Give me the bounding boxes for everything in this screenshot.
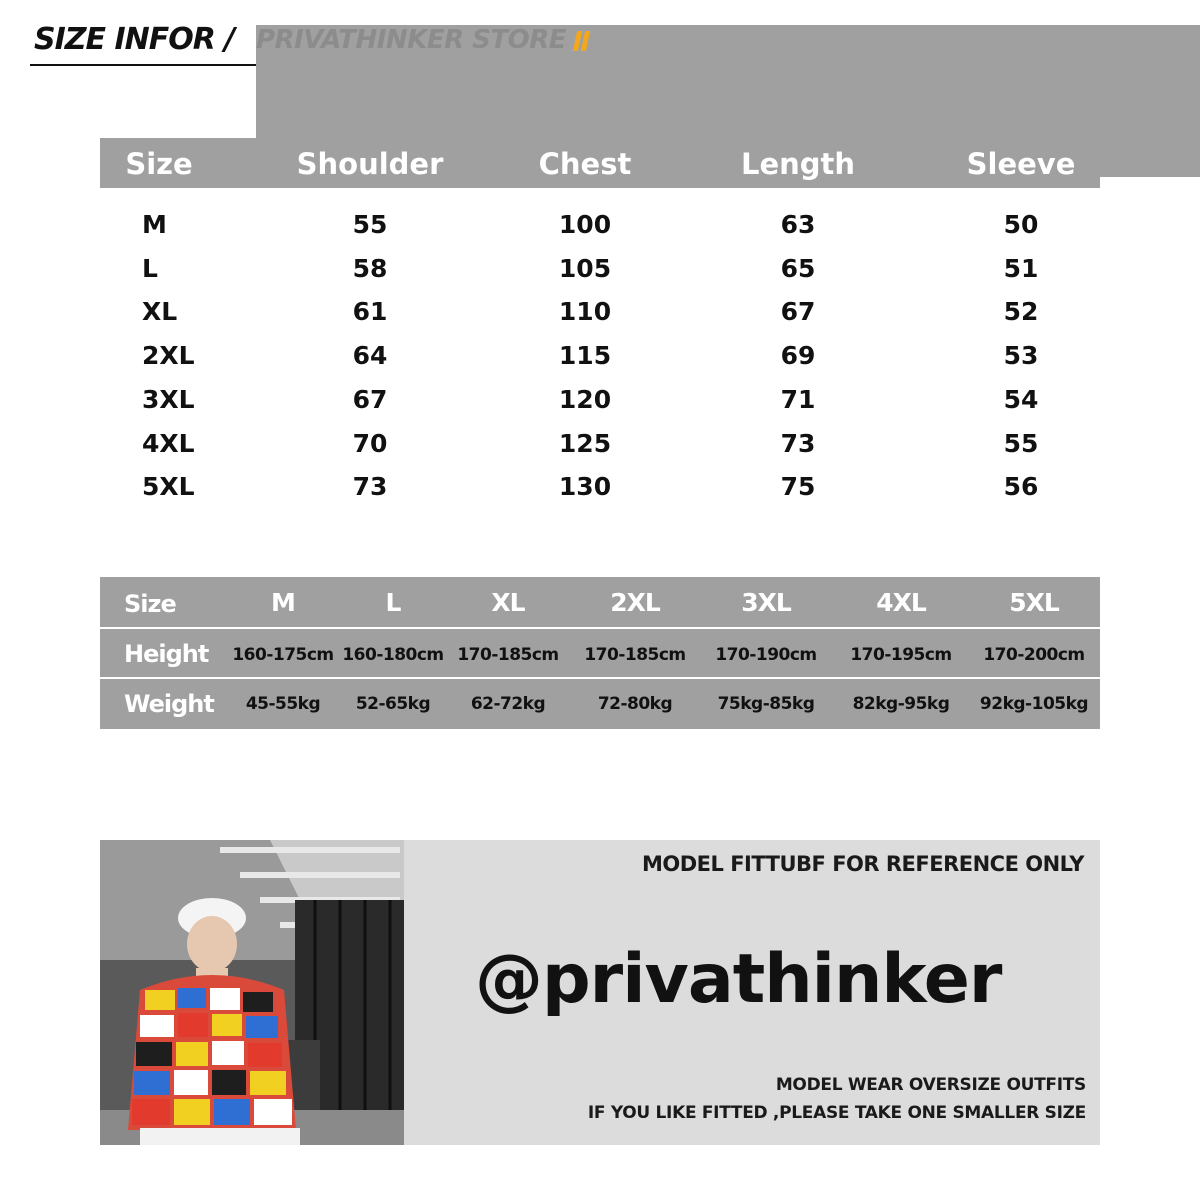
cell-sleeve: 53 — [1003, 341, 1039, 371]
header-store-name: PRIVATHINKER STORE — [256, 25, 1200, 177]
fit-weight-cell: 82kg-95kg — [852, 694, 950, 714]
fit-size-header: 3XL — [741, 588, 791, 617]
cell-chest: 125 — [558, 428, 612, 458]
fit-size-header: L — [385, 588, 401, 617]
cell-sleeve: 51 — [1003, 253, 1039, 283]
measurement-table-header — [100, 138, 1100, 188]
fit-height-cell: 170-190cm — [715, 645, 817, 665]
cell-length: 63 — [780, 210, 816, 239]
fit-size-header: 4XL — [876, 588, 926, 617]
table-row — [100, 380, 1100, 420]
col-header-length: Length — [740, 147, 856, 181]
fit-size-label: Size — [124, 590, 176, 618]
fit-weight-cell: 75kg-85kg — [717, 694, 815, 714]
table-row — [100, 292, 1100, 332]
fit-size-header: XL — [491, 588, 525, 617]
row-divider — [100, 627, 1100, 629]
cell-size: XL — [142, 297, 178, 327]
cell-size: M — [142, 210, 167, 239]
cell-size: 5XL — [142, 472, 195, 502]
cell-shoulder: 73 — [352, 472, 388, 502]
fit-height-cell: 160-175cm — [232, 645, 334, 665]
cell-length: 67 — [780, 297, 816, 327]
fit-size-header: 5XL — [1009, 588, 1059, 617]
cell-size: 2XL — [142, 341, 195, 371]
cell-size: L — [142, 253, 158, 283]
table-row — [100, 336, 1100, 376]
col-header-chest: Chest — [538, 147, 632, 181]
reference-notice: MODEL FITTUBF FOR REFERENCE ONLY — [641, 852, 1084, 876]
cell-size: 3XL — [142, 384, 195, 414]
fit-size-header: 2XL — [610, 588, 660, 617]
fit-height-cell: 170-185cm — [584, 645, 686, 665]
cell-shoulder: 70 — [352, 428, 388, 458]
fit-height-cell: 170-185cm — [457, 645, 559, 665]
fit-weight-cell: 62-72kg — [470, 694, 546, 714]
fit-weight-cell: 72-80kg — [597, 694, 673, 714]
store-handle: @privathinker — [475, 940, 1002, 1019]
cell-chest: 110 — [558, 297, 612, 327]
cell-sleeve: 52 — [1003, 297, 1039, 327]
cell-chest: 100 — [558, 210, 612, 239]
sizing-advice-note: IF YOU LIKE FITTED ,PLEASE TAKE ONE SMALLER SIZE — [587, 1103, 1086, 1123]
model-photo-illustration — [100, 840, 404, 1145]
cell-chest: 120 — [558, 384, 612, 414]
cell-length: 73 — [780, 428, 816, 458]
fit-table — [100, 577, 1100, 729]
cell-sleeve: 50 — [1003, 210, 1039, 239]
cell-chest: 105 — [558, 253, 612, 283]
table-row — [100, 424, 1100, 464]
cell-chest: 130 — [558, 472, 612, 502]
fit-weight-label: Weight — [124, 690, 214, 718]
table-row — [100, 205, 1100, 245]
cell-length: 65 — [780, 253, 816, 283]
cell-length: 69 — [780, 341, 816, 371]
fit-weight-cell: 92kg-105kg — [979, 694, 1089, 714]
cell-shoulder: 61 — [352, 297, 388, 327]
cell-size: 4XL — [142, 428, 195, 458]
fit-height-cell: 170-200cm — [983, 645, 1085, 665]
accent-bars-icon — [575, 31, 591, 56]
table-row — [100, 467, 1100, 507]
cell-shoulder: 55 — [352, 210, 388, 239]
cell-shoulder: 67 — [352, 384, 388, 414]
fit-height-cell: 160-180cm — [342, 645, 444, 665]
fit-size-header: M — [271, 588, 295, 617]
cell-length: 75 — [780, 472, 816, 502]
cell-sleeve: 56 — [1003, 472, 1039, 502]
cell-chest: 115 — [558, 341, 612, 371]
fit-height-label: Height — [124, 640, 209, 668]
model-photo — [100, 840, 404, 1145]
table-row — [100, 249, 1100, 289]
page-header — [30, 22, 1176, 66]
cell-shoulder: 64 — [352, 341, 388, 371]
col-header-size: Size — [125, 147, 193, 181]
fit-height-cell: 170-195cm — [850, 645, 952, 665]
col-header-sleeve: Sleeve — [966, 147, 1076, 181]
cell-sleeve: 55 — [1003, 428, 1039, 458]
header-title: SIZE INFOR / — [34, 22, 235, 57]
cell-sleeve: 54 — [1003, 384, 1039, 414]
model-banner — [100, 840, 1100, 1145]
col-header-shoulder: Shoulder — [296, 147, 444, 181]
cell-length: 71 — [780, 384, 816, 414]
fit-weight-cell: 45-55kg — [245, 694, 321, 714]
fit-weight-cell: 52-65kg — [355, 694, 431, 714]
oversize-note: MODEL WEAR OVERSIZE OUTFITS — [775, 1075, 1086, 1095]
cell-shoulder: 58 — [352, 253, 388, 283]
